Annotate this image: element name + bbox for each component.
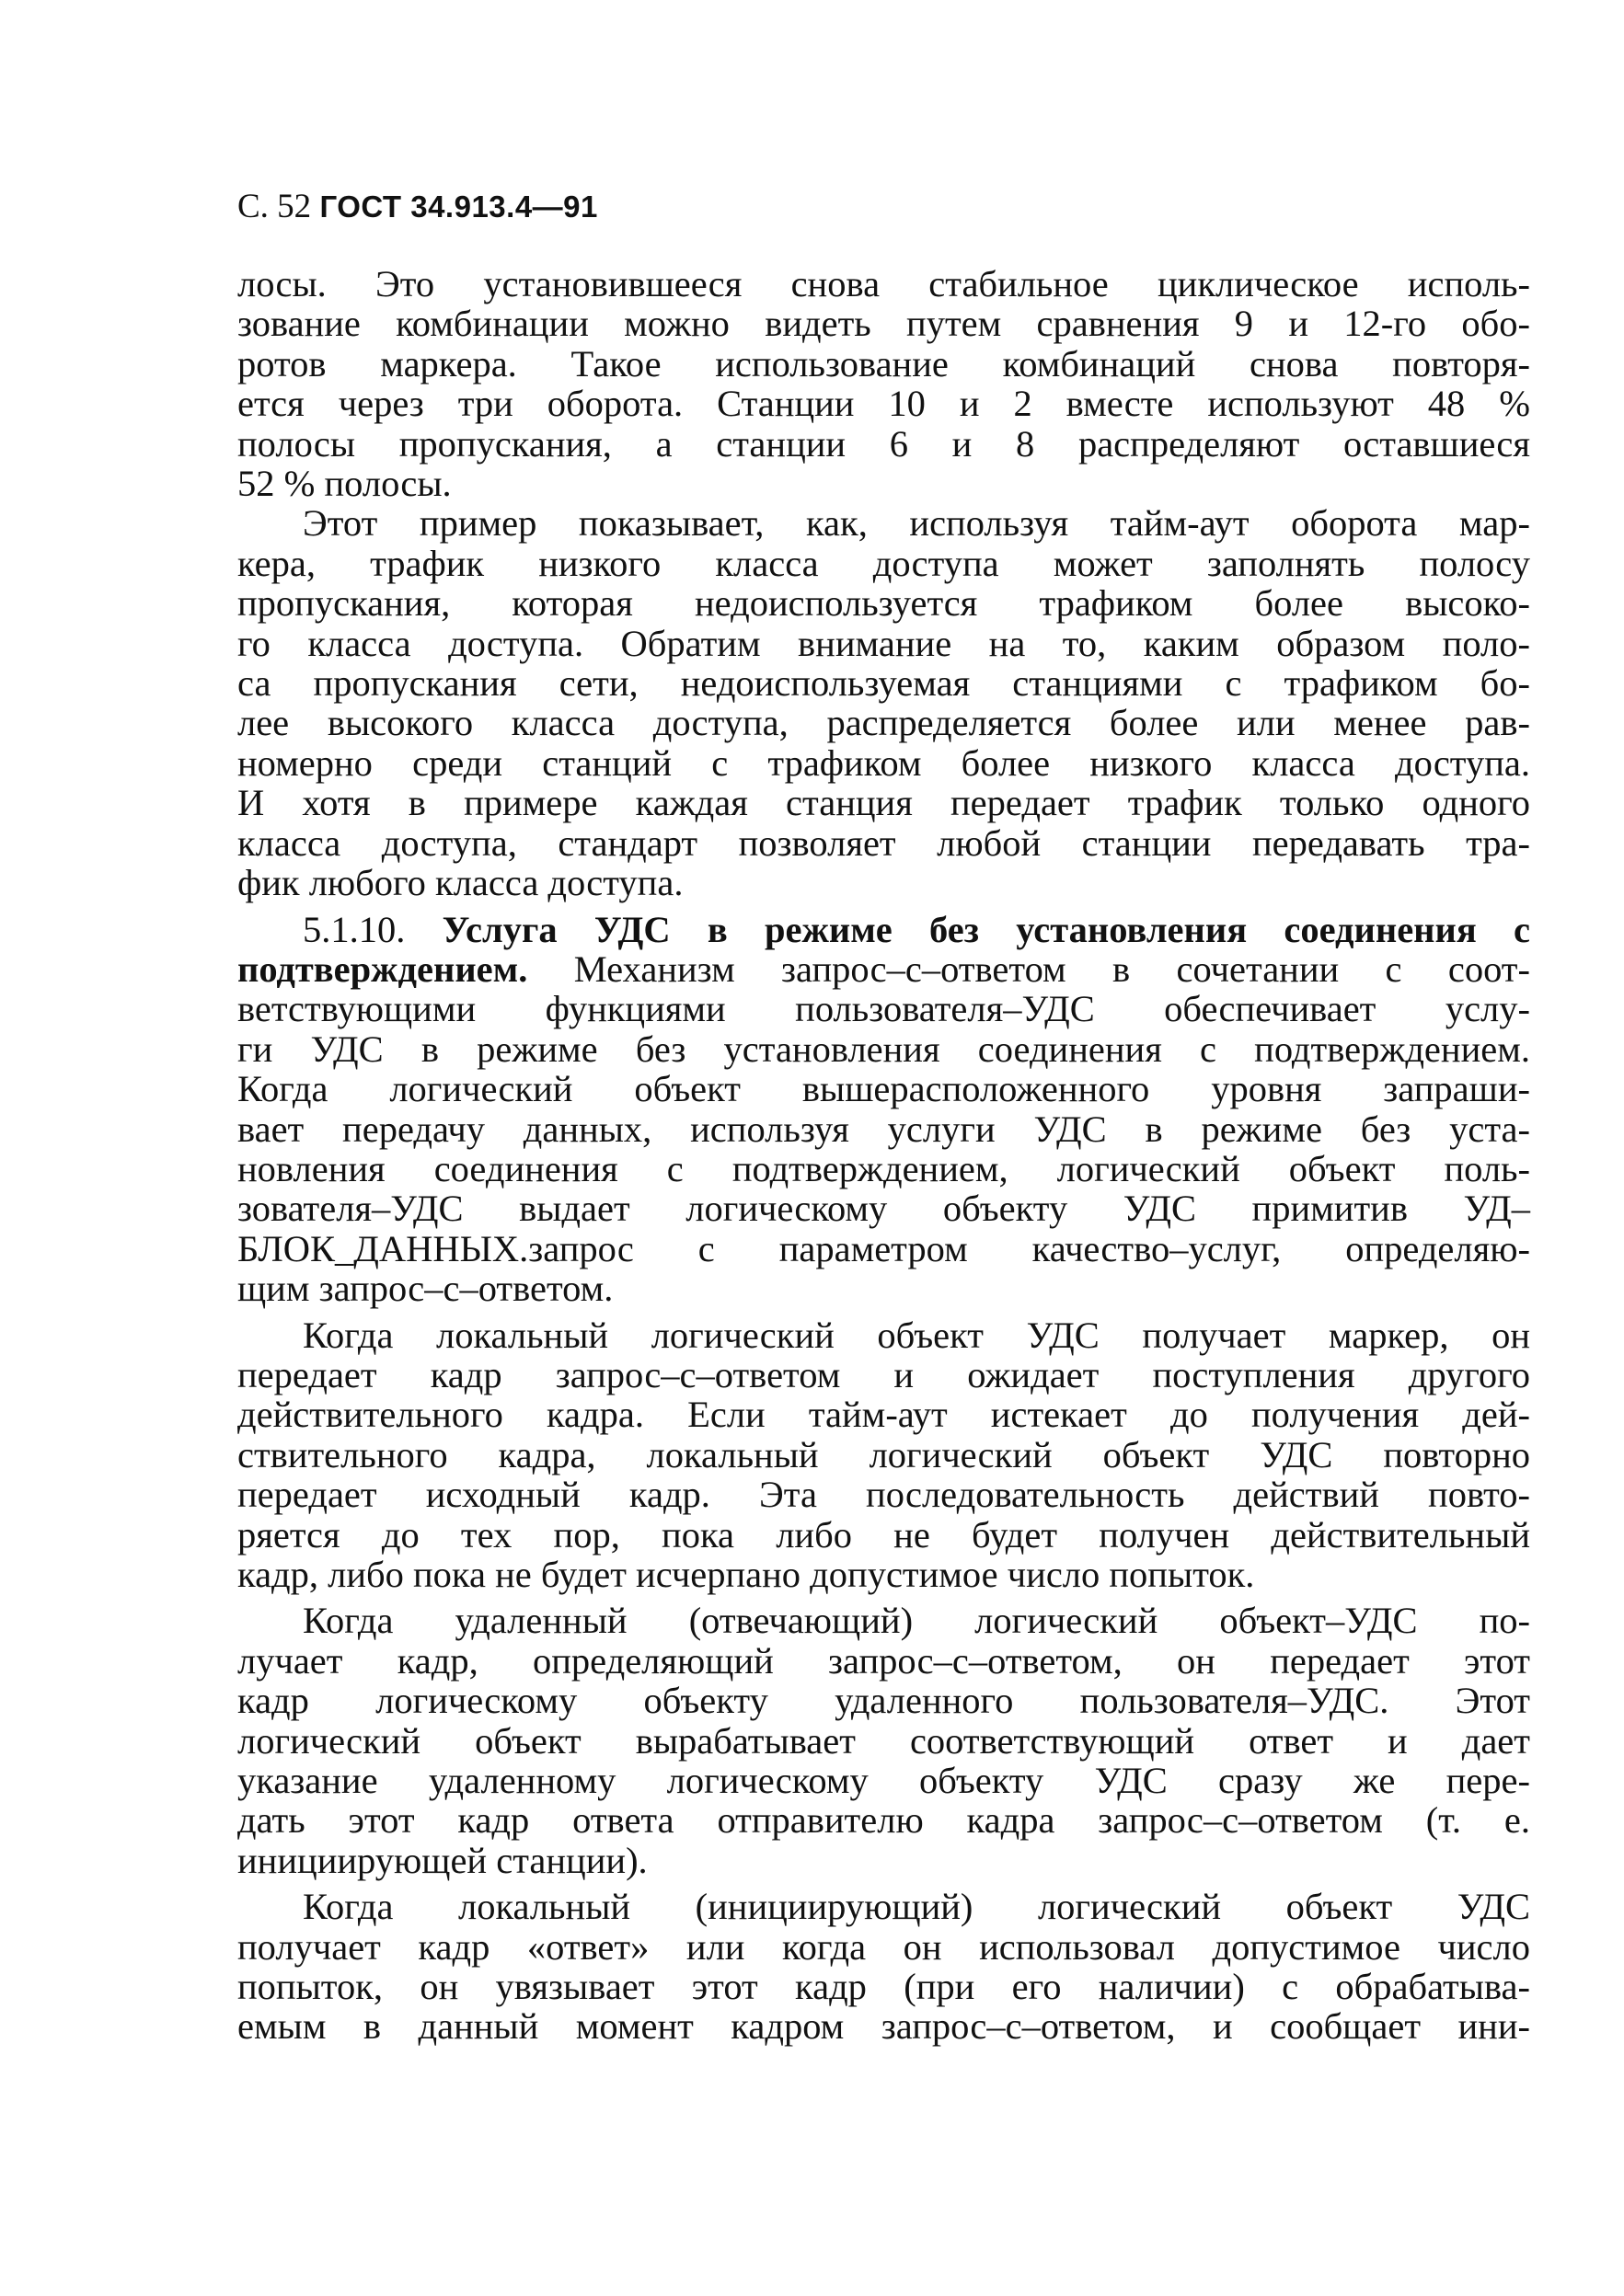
text-line: Когда локальный логический объект УДС получает маркер, он bbox=[303, 1314, 1530, 1356]
text-line: номерно среди станций с трафиком более низкого класса доступа. bbox=[237, 741, 1530, 784]
text-line: кадр логическому объекту удаленного пользователя–УДС. Этот bbox=[237, 1680, 1530, 1722]
section-paragraph bbox=[237, 910, 1530, 1309]
text-line: логический объект вырабатывает соответствующий ответ и дает bbox=[237, 1719, 1530, 1762]
text-line: получает кадр «ответ» или когда он использовал допустимое число bbox=[237, 1925, 1530, 1968]
paragraph bbox=[237, 264, 1530, 503]
text-line: щим запрос–с–ответом. bbox=[237, 1268, 614, 1310]
text-line: И хотя в примере каждая станция передает трафик только одного bbox=[237, 782, 1530, 824]
section-number: 5.1.10. bbox=[303, 908, 406, 950]
text-line: ветствующими функциями пользователя–УДС обеспечивает услу- bbox=[237, 988, 1530, 1030]
text-line: БЛОК_ДАННЫХ.запрос с параметром качество–услуг, определяю- bbox=[237, 1227, 1530, 1269]
text-line: лосы. Это установившееся снова стабильное циклическое исполь- bbox=[237, 263, 1530, 304]
text-line: го класса доступа. Обратим внимание на то, каким образом поло- bbox=[237, 622, 1530, 664]
text-fragment: Механизм запрос–с–ответом в сочетании с соот- bbox=[573, 947, 1530, 990]
text-line: зование комбинации можно видеть путем сравнения 9 и 12-го обо- bbox=[237, 303, 1530, 345]
section-heading-end: подтверждением. bbox=[237, 947, 528, 990]
text-line: пропускания, которая недоиспользуется трафиком более высоко- bbox=[237, 582, 1530, 625]
text-line bbox=[237, 949, 1530, 989]
text-line: кадр, либо пока не будет исчерпано допустимое число попыток. bbox=[237, 1554, 1255, 1595]
text-line: Когда удаленный (отвечающий) логический объект–УДС по- bbox=[303, 1600, 1530, 1642]
text-line: емым в данный момент кадром запрос–с–ответом, и сообщает ини- bbox=[237, 2005, 1530, 2048]
text-line: дать этот кадр ответа отправителю кадра запрос–с–ответом (т. е. bbox=[237, 1799, 1530, 1842]
text-line: ствительного кадра, локальный логический объект УДС повторно bbox=[237, 1433, 1530, 1475]
body-text bbox=[237, 264, 1530, 2047]
text-line: Этот пример показывает, как, используя тайм-аут оборота мар- bbox=[303, 502, 1530, 545]
text-line: Когда логический объект вышерасположенного уровня запраши- bbox=[237, 1068, 1530, 1110]
text-line: зователя–УДС выдает логическому объекту УДС примитив УД– bbox=[237, 1188, 1530, 1230]
text-line: лучает кадр, определяющий запрос–с–ответом, он передает этот bbox=[237, 1639, 1530, 1682]
text-line: новления соединения с подтверждением, логический объект поль- bbox=[237, 1147, 1530, 1189]
text-line: класса доступа, стандарт позволяет любой станции передавать тра- bbox=[237, 821, 1530, 864]
paragraph bbox=[237, 1315, 1530, 1595]
standard-designation: ГОСТ 34.913.4—91 bbox=[319, 189, 598, 224]
page-header bbox=[237, 184, 598, 230]
paragraph bbox=[237, 1601, 1530, 1880]
text-line: вает передачу данных, используя услуги УДС в режиме без уста- bbox=[237, 1108, 1530, 1150]
text-line: кера, трафик низкого класса доступа может заполнять полосу bbox=[237, 542, 1530, 584]
text-line: передает исходный кадр. Эта последовательность действий повто- bbox=[237, 1474, 1530, 1516]
text-line: ется через три оборота. Станции 10 и 2 вместе используют 48 % bbox=[237, 383, 1530, 425]
paragraph bbox=[237, 503, 1530, 902]
text-line: действительного кадра. Если тайм-аут истекает до получения дей- bbox=[237, 1394, 1530, 1436]
text-line: 52 % полосы. bbox=[237, 463, 452, 505]
text-line: фик любого класса доступа. bbox=[237, 862, 684, 904]
text-line: передает кадр запрос–с–ответом и ожидает поступления другого bbox=[237, 1353, 1530, 1395]
section-heading: Услуга УДС в режиме без установления соединения с bbox=[442, 908, 1531, 950]
text-line: ги УДС в режиме без установления соединения с подтверждением. bbox=[237, 1027, 1530, 1070]
section-heading-line bbox=[237, 910, 1530, 949]
text-line: са пропускания сети, недоиспользуемая станциями с трафиком бо- bbox=[237, 662, 1530, 705]
text-line: лее высокого класса доступа, распределяется более или менее рав- bbox=[237, 702, 1530, 744]
text-line: инициирующей станции). bbox=[237, 1839, 648, 1881]
text-line: ротов маркера. Такое использование комбинаций снова повторя- bbox=[237, 342, 1530, 385]
paragraph bbox=[237, 1887, 1530, 2047]
page-number: С. 52 bbox=[237, 188, 312, 225]
text-line: попыток, он увязывает этот кадр (при его наличии) с обрабатыва- bbox=[237, 1966, 1530, 2008]
text-line: Когда локальный (инициирующий) логический объект УДС bbox=[303, 1886, 1530, 1928]
text-line: указание удаленному логическому объекту УДС сразу же пере- bbox=[237, 1760, 1530, 1802]
text-line: полосы пропускания, а станции 6 и 8 распределяют оставшиеся bbox=[237, 422, 1530, 465]
text-line: ряется до тех пор, пока либо не будет получен действительный bbox=[237, 1513, 1530, 1556]
